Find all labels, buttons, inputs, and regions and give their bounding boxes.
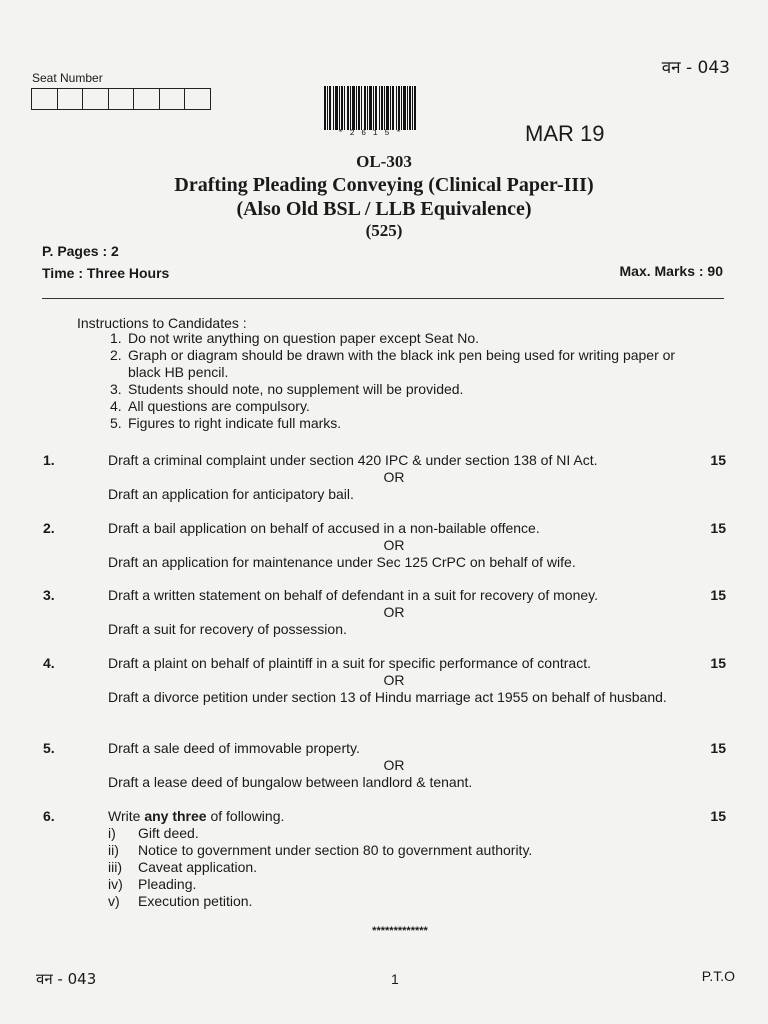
please-turn-over: P.T.O <box>701 968 735 984</box>
paper-subtitle: (Also Old BSL / LLB Equivalence) <box>236 198 532 220</box>
question-marks: 15 <box>710 520 726 536</box>
question-option-a: Draft a written statement on behalf of defendant in a suit for recovery of money. <box>108 587 598 603</box>
prompt-emphasis: any three <box>144 808 207 824</box>
footer-paper-code: वन - 043 <box>36 970 97 988</box>
header-divider <box>42 298 724 299</box>
exam-session: MAR 19 <box>525 121 605 146</box>
instruction-number: 4. <box>110 398 122 414</box>
paper-code-top: वन - 043 <box>661 58 730 78</box>
instructions-heading: Instructions to Candidates : <box>77 315 247 331</box>
seat-box <box>83 89 109 109</box>
question-body <box>108 808 696 910</box>
or-label: OR <box>383 469 405 485</box>
question-body <box>108 740 696 791</box>
subitem-text: Gift deed. <box>138 825 199 841</box>
page-number: 1 <box>391 971 399 987</box>
question-number: 1. <box>43 452 55 468</box>
question-marks: 15 <box>710 740 726 756</box>
prompt-suffix: of following. <box>206 808 285 824</box>
subitem-text: Execution petition. <box>138 893 253 909</box>
seat-box <box>58 89 84 109</box>
instruction-number: 1. <box>110 330 122 346</box>
subitem <box>108 893 696 910</box>
question-subitems <box>108 825 696 910</box>
subitem <box>108 842 696 859</box>
exam-time: Time : Three Hours <box>42 265 170 281</box>
paper-number: (525) <box>365 221 403 240</box>
seat-box <box>109 89 135 109</box>
question-marks: 15 <box>710 452 726 468</box>
question-option-b: Draft a suit for recovery of possession. <box>108 621 347 637</box>
instruction-number: 5. <box>110 415 122 431</box>
subitem-text: Pleading. <box>138 876 197 892</box>
seat-number-label: Seat Number <box>32 71 103 85</box>
question-marks: 15 <box>710 808 726 824</box>
question-option-a: Draft a sale deed of immovable property. <box>108 740 360 756</box>
question-option-b: Draft an application for anticipatory bail. <box>108 486 354 502</box>
instructions-list <box>110 330 698 432</box>
paper-title: Drafting Pleading Conveying (Clinical Paper-III) <box>174 174 594 196</box>
question-prompt <box>108 808 696 825</box>
instruction-item <box>110 398 698 415</box>
subitem-numeral: iii) <box>108 859 122 875</box>
question-marks: 15 <box>710 587 726 603</box>
subitem-numeral: v) <box>108 893 120 909</box>
question-option-b: Draft a divorce petition under section 13 of Hindu marriage act 1955 on behalf of husband. <box>108 689 667 705</box>
instruction-item <box>110 347 698 381</box>
barcode-image <box>324 86 416 130</box>
or-label: OR <box>383 672 405 688</box>
seat-box <box>160 89 186 109</box>
subitem-numeral: iv) <box>108 876 123 892</box>
seat-box <box>134 89 160 109</box>
instruction-text: Figures to right indicate full marks. <box>128 415 342 431</box>
question-body <box>108 587 696 638</box>
prompt-prefix: Write <box>108 808 145 824</box>
question-option-a: Draft a criminal complaint under section 420 IPC & under section 138 of NI Act. <box>108 452 598 468</box>
question-number: 6. <box>43 808 55 824</box>
seat-box <box>32 89 58 109</box>
subitem <box>108 825 696 842</box>
question-body <box>108 655 696 706</box>
instruction-text: Do not write anything on question paper except Seat No. <box>128 330 479 346</box>
course-code: OL-303 <box>356 152 412 171</box>
instruction-item <box>110 330 698 347</box>
question-option-a: Draft a plaint on behalf of plaintiff in a suit for specific performance of contract. <box>108 655 591 671</box>
seat-box <box>185 89 210 109</box>
end-stars: ************* <box>372 925 428 937</box>
question-number: 2. <box>43 520 55 536</box>
seat-number-boxes <box>31 88 211 110</box>
max-marks: Max. Marks : 90 <box>619 263 723 279</box>
instruction-number: 3. <box>110 381 122 397</box>
instruction-item <box>110 415 698 432</box>
question-marks: 15 <box>710 655 726 671</box>
instruction-text: Graph or diagram should be drawn with the black ink pen being used for writing paper or black HB pencil. <box>128 347 676 380</box>
instruction-text: Students should note, no supplement will be provided. <box>128 381 464 397</box>
question-number: 5. <box>43 740 55 756</box>
subitem-text: Notice to government under section 80 to government authority. <box>138 842 533 858</box>
instruction-number: 2. <box>110 347 122 363</box>
question-body <box>108 452 696 503</box>
question-option-b: Draft a lease deed of bungalow between landlord & tenant. <box>108 774 473 790</box>
barcode-number: * 2 6 1 5 * <box>338 129 402 138</box>
subitem-numeral: ii) <box>108 842 119 858</box>
question-number: 3. <box>43 587 55 603</box>
instruction-text: All questions are compulsory. <box>128 398 310 414</box>
subitem <box>108 876 696 893</box>
or-label: OR <box>383 757 405 773</box>
question-option-b: Draft an application for maintenance under Sec 125 CrPC on behalf of wife. <box>108 554 576 570</box>
question-number: 4. <box>43 655 55 671</box>
question-option-a: Draft a bail application on behalf of accused in a non-bailable offence. <box>108 520 540 536</box>
page-count: P. Pages : 2 <box>42 243 119 259</box>
instruction-item <box>110 381 698 398</box>
subitem <box>108 859 696 876</box>
or-label: OR <box>383 537 405 553</box>
subitem-numeral: i) <box>108 825 116 841</box>
subitem-text: Caveat application. <box>138 859 258 875</box>
or-label: OR <box>383 604 405 620</box>
question-body <box>108 520 696 571</box>
